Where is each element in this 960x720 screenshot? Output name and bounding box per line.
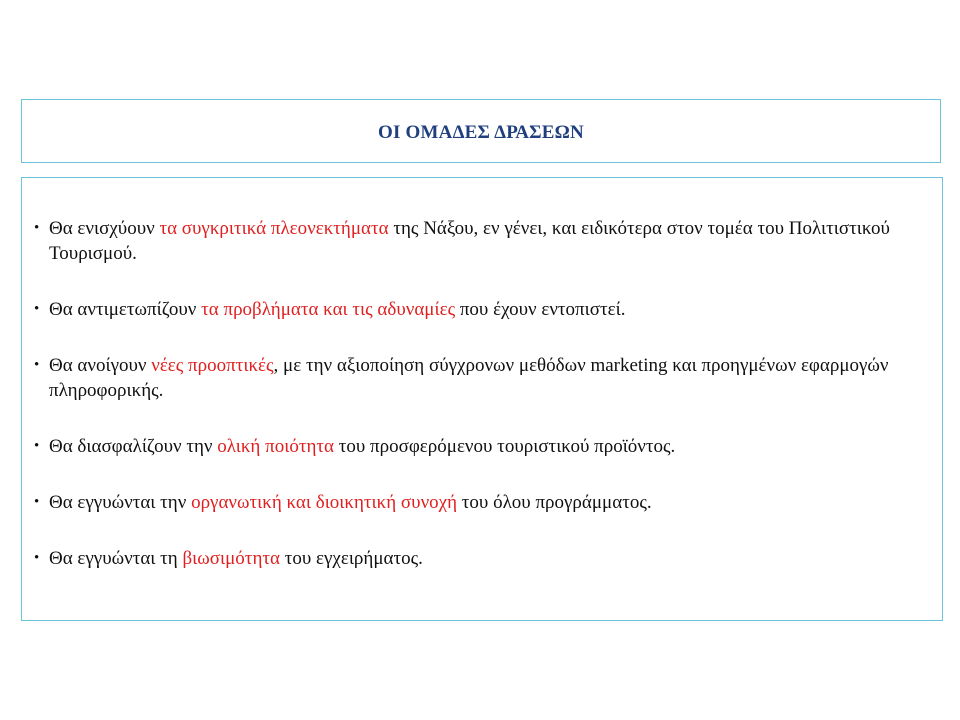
slide-title: ΟΙ ΟΜΑΔΕΣ ΔΡΑΣΕΩΝ bbox=[378, 122, 584, 143]
title-box bbox=[21, 99, 941, 163]
bullet-text-after: του όλου προγράμματος. bbox=[457, 492, 652, 513]
bullet-highlight: τα συγκριτικά πλεονεκτήματα bbox=[159, 218, 389, 239]
bullet-item bbox=[34, 297, 914, 322]
bullet-highlight: τα προβλήματα και τις αδυναμίες bbox=[201, 299, 456, 320]
bullet-text-before: Θα ενισχύουν bbox=[49, 218, 160, 239]
bullet-dot: • bbox=[34, 438, 40, 454]
bullet-dot: • bbox=[34, 220, 40, 236]
bullet-item bbox=[34, 353, 914, 403]
bullet-highlight: οργανωτική και διοικητική συνοχή bbox=[191, 492, 458, 513]
bullet-text-after: , με την αξιοποίηση σύγχρονων μεθόδων marketing και προηγμένων εφαρμογών πληροφορικής. bbox=[49, 355, 889, 401]
bullet-highlight: βιωσιμότητα bbox=[182, 548, 280, 569]
bullet-text-before: Θα αντιμετωπίζουν bbox=[49, 299, 202, 320]
bullet-dot: • bbox=[34, 357, 40, 373]
bullet-text-after: του εγχειρήματος. bbox=[279, 548, 423, 569]
bullet-dot: • bbox=[34, 494, 40, 510]
content-box bbox=[21, 177, 943, 621]
bullet-item bbox=[34, 490, 914, 515]
bullet-text-after: που έχουν εντοπιστεί. bbox=[455, 299, 626, 320]
bullet-item bbox=[34, 216, 914, 266]
bullet-dot: • bbox=[34, 550, 40, 566]
bullet-text-before: Θα εγγυώνται την bbox=[49, 492, 192, 513]
bullet-dot: • bbox=[34, 301, 40, 317]
bullet-text-after: του προσφερόμενου τουριστικού προϊόντος. bbox=[333, 436, 676, 457]
bullet-highlight: ολική ποιότητα bbox=[217, 436, 334, 457]
bullet-text-after: της Νάξου, εν γένει, και ειδικότερα στον τομέα του Πολιτιστικού Τουρισμού. bbox=[49, 218, 890, 264]
bullet-text-before: Θα ανοίγουν bbox=[49, 355, 152, 376]
bullet-text-before: Θα διασφαλίζουν την bbox=[49, 436, 218, 457]
bullet-text-before: Θα εγγυώνται τη bbox=[49, 548, 183, 569]
bullet-item bbox=[34, 546, 914, 571]
bullet-highlight: νέες προοπτικές bbox=[151, 355, 274, 376]
bullet-list bbox=[34, 216, 914, 571]
bullet-item bbox=[34, 434, 914, 459]
